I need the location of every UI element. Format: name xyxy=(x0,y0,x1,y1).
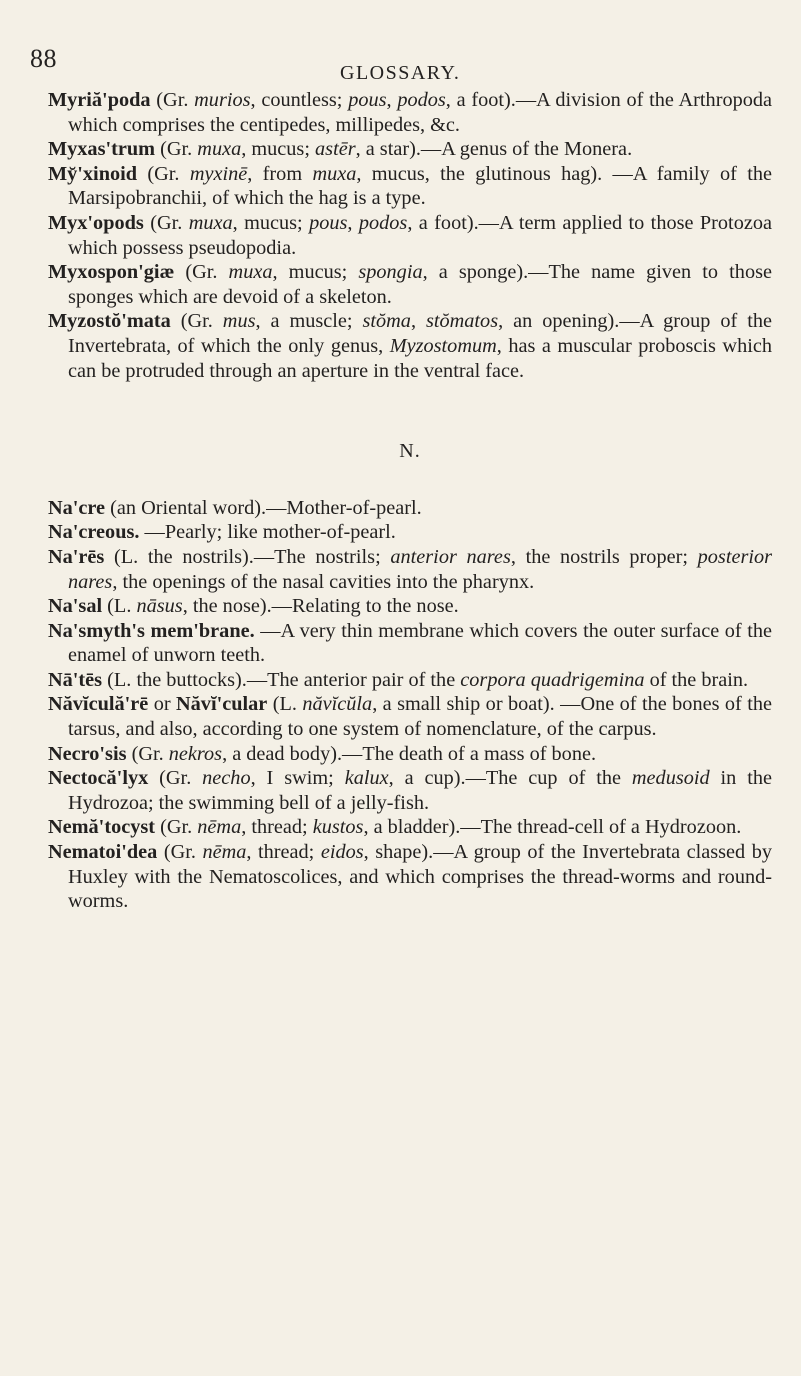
entry-def-seg-3: kalux xyxy=(344,767,389,790)
entry-headword: Myzostŏ'mata xyxy=(48,310,171,333)
entry-def-seg-1: mus xyxy=(222,310,256,333)
entry-def-seg-0: or xyxy=(153,693,177,716)
entry-headword: Na'rēs xyxy=(48,545,105,568)
entry-def-seg-5: podos xyxy=(358,211,408,234)
entry-def-seg-0: (L. the nostrils).—The nostrils; xyxy=(114,545,391,568)
entry-headword: Nematoi'dea xyxy=(48,841,158,864)
entry-def-seg-2: , from xyxy=(247,162,313,185)
entry-headword: Nā'tēs xyxy=(48,668,103,691)
entry-def-seg-3: eidos xyxy=(320,841,364,864)
entry-def-seg-3: pous xyxy=(309,211,348,234)
entry-def-seg-3: stŏma xyxy=(362,310,411,333)
entry-def-seg-0: (Gr. xyxy=(185,261,229,284)
entry-def-seg-4: , xyxy=(410,310,426,333)
glossary-entry xyxy=(48,496,772,521)
entry-def-alt-seg-0: (L. xyxy=(272,693,303,716)
entry-def-seg-2: , mucus; xyxy=(232,211,310,234)
entry-headword: Myxospon'giæ xyxy=(48,261,175,284)
glossary-entry xyxy=(48,742,772,767)
entry-def-seg-1: murios xyxy=(194,89,251,111)
entry-def-seg-1: muxa xyxy=(228,261,273,284)
entry-def-seg-4: , shape).—A group of the Invertebrata classed by Huxley with the Nematoscolices, and which comprises the thread-worms and round-worms. xyxy=(68,841,772,913)
entry-headword: My̆'xinoid xyxy=(48,162,138,185)
glossary-entries xyxy=(48,88,772,914)
entry-headword-alt: Năvĭ'cular xyxy=(176,693,268,716)
entry-def-seg-1: nēma xyxy=(202,841,247,864)
glossary-entry xyxy=(48,211,772,260)
entry-def-seg-1: nāsus xyxy=(136,595,183,618)
glossary-entry xyxy=(48,545,772,594)
entry-def-seg-0: (Gr. xyxy=(163,841,203,864)
entry-def-seg-0: (Gr. xyxy=(156,89,195,111)
entry-def-seg-0: —Pearly; like mother-of-pearl. xyxy=(144,521,396,544)
entry-def-seg-2: , a dead body).—The death of a mass of bone. xyxy=(222,742,597,765)
entry-def-seg-1: nekros xyxy=(168,742,223,765)
glossary-entry xyxy=(48,162,772,211)
running-head: GLOSSARY. xyxy=(340,62,461,84)
entry-def-seg-4: , xyxy=(386,89,398,111)
entry-headword: Nectocă'lyx xyxy=(48,767,149,790)
entry-def-seg-6: in the Hydrozoa; the swimming bell of a jelly-fish. xyxy=(68,767,772,814)
entry-headword: Na'sal xyxy=(48,595,103,618)
entry-def-seg-1: anterior nares xyxy=(390,545,511,568)
entry-def-seg-1: myxinē xyxy=(189,162,248,185)
entry-def-seg-0: (Gr. xyxy=(131,742,169,765)
entry-def-seg-0: (Gr. xyxy=(150,211,189,234)
entry-def-seg-5: stŏmatos xyxy=(425,310,499,333)
entry-def-seg-0: (Gr. xyxy=(160,138,198,161)
entry-def-seg-0: (an Oriental word).—Mother-of-pearl. xyxy=(110,496,422,519)
entry-def-seg-3: pous xyxy=(348,89,387,111)
entry-headword: Na'smyth's mem'brane. xyxy=(48,619,255,642)
entry-def-seg-6: , an opening).—A group of the Invertebrata, of which the only genus, xyxy=(68,310,772,357)
entry-def-alt-seg-2: , a small ship or boat). —One of the bones of the tarsus, and also, according to one system of nomenclature, of the carpus. xyxy=(68,693,772,741)
glossary-entry xyxy=(48,260,772,309)
glossary-entry xyxy=(48,619,772,668)
page-number: 88 xyxy=(30,44,57,73)
glossary-entry xyxy=(48,840,772,914)
entry-headword: Necro'sis xyxy=(48,742,127,765)
entry-def-seg-1: necho xyxy=(202,767,251,790)
entry-def-seg-4: , a sponge).—The name given to those sponges which are devoid of a skeleton. xyxy=(68,261,772,308)
entry-def-seg-3: astēr xyxy=(315,138,356,161)
entry-def-seg-0: (Gr. xyxy=(147,162,190,185)
entry-def-seg-1: nēma xyxy=(197,816,242,839)
entry-def-seg-6: , a foot).—A division of the Arthropoda which comprises the centipedes, millipedes, &c. xyxy=(68,89,773,136)
glossary-entry xyxy=(48,309,772,383)
entry-def-seg-3: muxa xyxy=(312,162,357,185)
entry-def-seg-7: Myzostomum xyxy=(389,334,497,357)
entry-def-seg-2: , I swim; xyxy=(250,767,345,790)
entry-def-seg-0: (Gr. xyxy=(180,310,223,333)
entry-headword: Myx'opods xyxy=(48,211,144,234)
entry-def-seg-0: (L. the buttocks).—The anterior pair of the xyxy=(107,668,461,691)
entry-def-seg-4: , the openings of the nasal cavities into the pharynx. xyxy=(112,570,535,593)
entry-def-seg-2: , a muscle; xyxy=(255,310,363,333)
entry-headword: Na'creous. xyxy=(48,521,140,544)
glossary-entry xyxy=(48,766,772,815)
entry-def-seg-8: , has a muscular proboscis which can be protruded through an aperture in the ventral face. xyxy=(68,334,772,382)
entry-headword: Na'cre xyxy=(48,496,106,519)
entry-def-seg-1: muxa xyxy=(197,138,242,161)
entry-def-seg-1: corpora quadrigemina xyxy=(460,668,645,691)
entry-def-seg-0: (L. xyxy=(107,595,137,618)
entry-def-seg-2: , mucus; xyxy=(241,138,316,161)
entry-def-seg-5: medusoid xyxy=(631,767,710,790)
entry-headword: Năvĭculă'rē xyxy=(48,693,149,716)
entry-def-seg-5: podos xyxy=(397,89,446,111)
entry-def-seg-6: , a foot).—A term applied to those Protozoa which possess pseudopodia. xyxy=(68,211,772,259)
glossary-entry xyxy=(48,520,772,545)
entry-def-seg-4: , a bladder).—The thread-cell of a Hydrozoon. xyxy=(363,816,742,839)
glossary-entry xyxy=(48,668,772,693)
entry-def-seg-3: posterior nares xyxy=(68,545,773,593)
entry-def-seg-2: , countless; xyxy=(250,89,349,111)
entry-def-seg-2: , mucus; xyxy=(272,261,359,284)
entries-n xyxy=(48,496,772,914)
entry-def-seg-2: , the nose).—Relating to the nose. xyxy=(182,595,459,618)
glossary-entry xyxy=(48,137,772,162)
entry-def-alt-seg-1: năvĭcŭla xyxy=(302,693,373,716)
glossary-entry xyxy=(48,594,772,619)
entry-def-seg-0: —A very thin membrane which covers the outer surface of the enamel of unworn teeth. xyxy=(68,619,772,667)
section-letter: N. xyxy=(399,440,421,463)
entry-def-seg-2: , the nostrils proper; xyxy=(510,545,698,568)
entry-headword: Nemă'tocyst xyxy=(48,816,156,839)
entry-def-seg-3: kustos xyxy=(312,816,364,839)
entry-def-seg-3: spongia xyxy=(358,261,423,284)
entry-def-seg-4: , mucus, the glutinous hag). —A family of the Marsipobranchii, of which the hag is a type. xyxy=(68,162,772,210)
entry-def-seg-2: , thread; xyxy=(241,816,313,839)
glossary-entry xyxy=(48,692,772,741)
entry-headword: Myriă'poda xyxy=(48,89,151,111)
entries-m xyxy=(48,88,772,383)
entry-def-seg-4: , a cup).—The cup of the xyxy=(388,767,632,790)
entry-def-seg-2: of the brain. xyxy=(644,668,749,691)
entry-def-seg-2: , thread; xyxy=(246,841,321,864)
glossary-entry xyxy=(48,88,772,137)
entry-def-seg-0: (Gr. xyxy=(160,816,198,839)
entry-def-seg-0: (Gr. xyxy=(159,767,203,790)
glossary-entry xyxy=(48,815,772,840)
entry-def-seg-1: muxa xyxy=(188,211,233,234)
entry-def-seg-4: , xyxy=(347,211,359,234)
entry-def-seg-4: , a star).—A genus of the Monera. xyxy=(355,138,633,161)
entry-headword: Myxas'trum xyxy=(48,138,156,161)
